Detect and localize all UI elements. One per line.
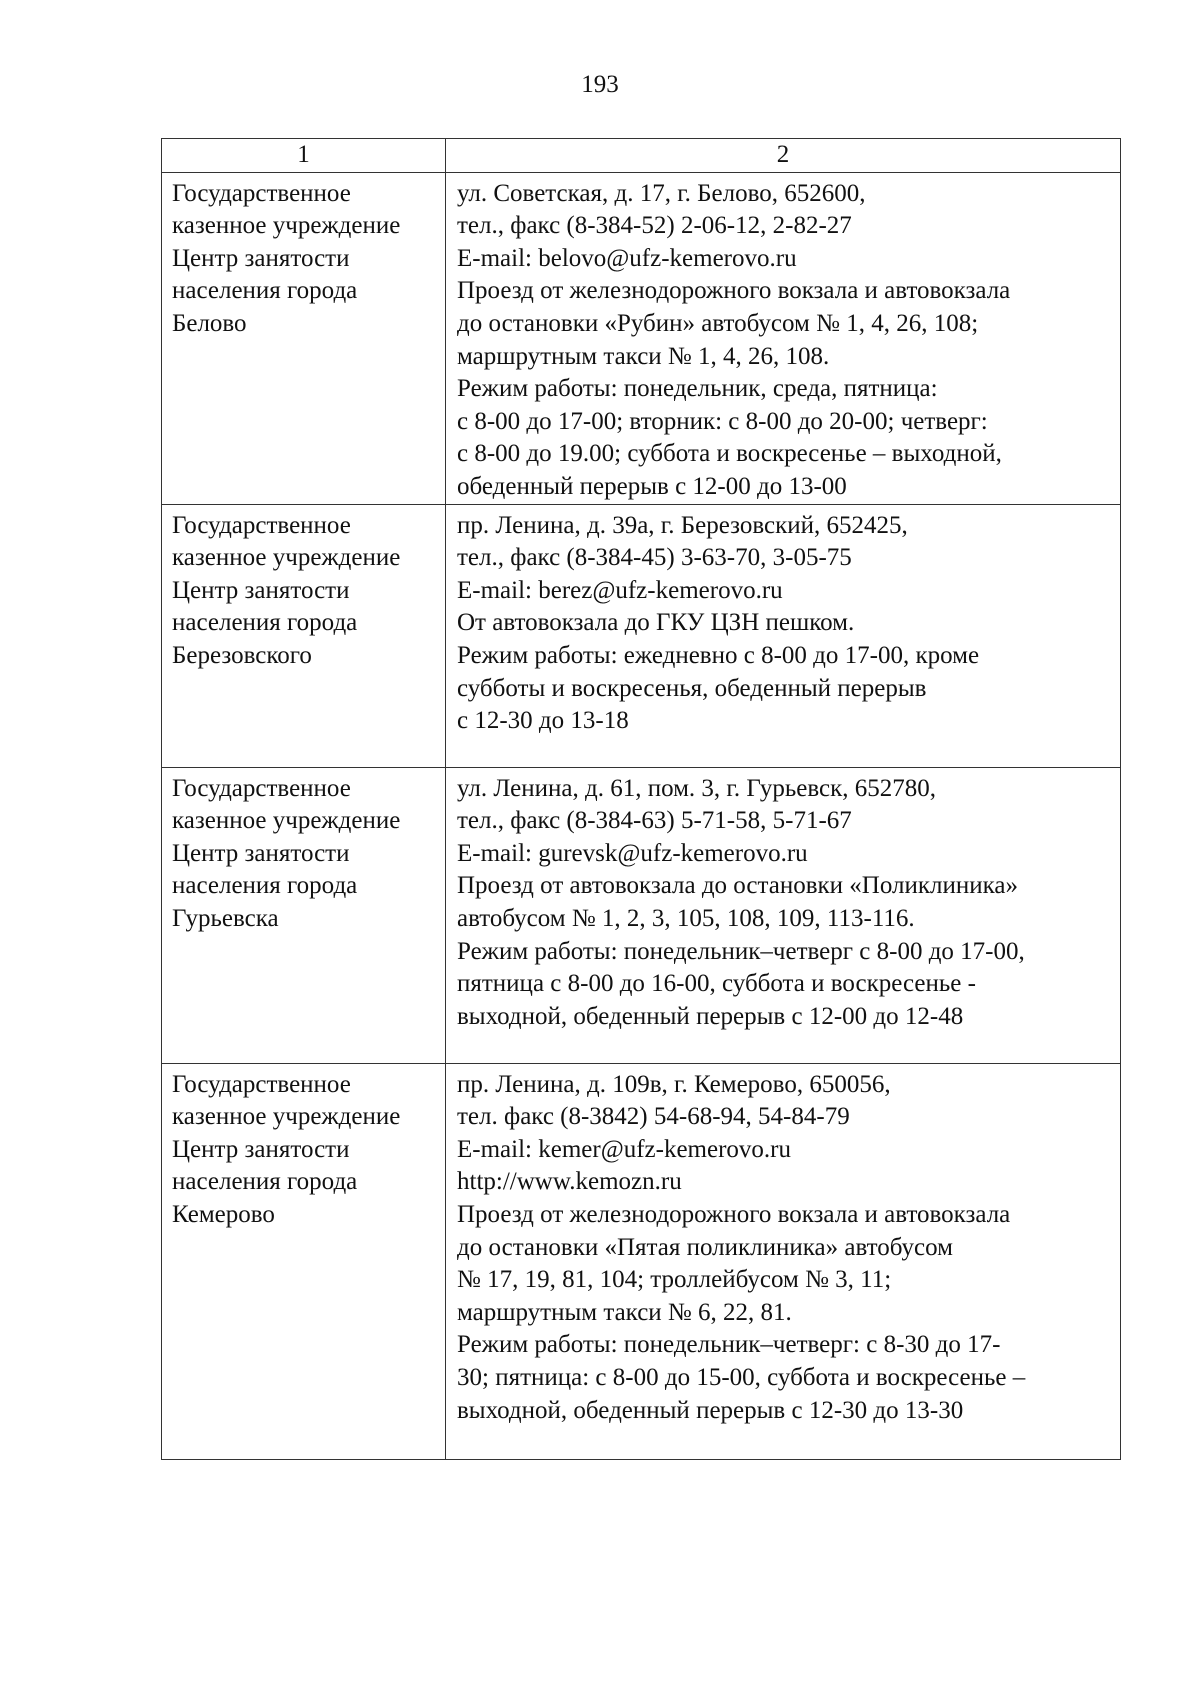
page-number: 193 (581, 71, 619, 98)
website-line: http://www.kemozn.ru (457, 1168, 682, 1196)
directions-line: маршрутным такси № 1, 4, 26, 108. (457, 342, 830, 370)
employment-centers-table (161, 138, 1121, 1460)
contact-info-cell (446, 504, 1121, 767)
text-line: Государственное (172, 774, 351, 802)
organization-name-cell (162, 172, 446, 504)
contact-info-cell (446, 767, 1121, 1063)
directions-line: до остановки «Рубин» автобусом № 1, 4, 26, 108; (457, 309, 979, 337)
contact-info-cell (446, 172, 1121, 504)
text-line: населения города (172, 1168, 358, 1196)
phone-line: тел. факс (8-3842) 54-68-94, 54-84-79 (457, 1103, 850, 1131)
text-line: населения города (172, 609, 358, 637)
email-line: E-mail: gurevsk@ufz-kemerovo.ru (457, 839, 808, 867)
schedule-line: Режим работы: ежедневно с 8-00 до 17-00, кроме (457, 641, 980, 669)
text-line: Центр занятости (172, 576, 350, 604)
text-line: Центр занятости (172, 839, 350, 867)
phone-line: тел., факс (8-384-45) 3-63-70, 3-05-75 (457, 544, 852, 572)
address-line: пр. Ленина, д. 109в, г. Кемерово, 650056, (457, 1070, 891, 1098)
text-line: населения города (172, 872, 358, 900)
text-line: населения города (172, 277, 358, 305)
text-line: Гурьевска (172, 904, 279, 932)
table-row (162, 504, 1121, 767)
address-line: ул. Ленина, д. 61, пом. 3, г. Гурьевск, 652780, (457, 774, 937, 802)
schedule-line: пятница с 8-00 до 16-00, суббота и воскресенье - (457, 970, 976, 998)
address-line: пр. Ленина, д. 39а, г. Березовский, 652425, (457, 511, 908, 539)
directions-line: до остановки «Пятая поликлиника» автобусом (457, 1233, 953, 1261)
directions-line: маршрутным такси № 6, 22, 81. (457, 1298, 792, 1326)
text-line: Государственное (172, 179, 351, 207)
text-line: казенное учреждение (172, 212, 401, 240)
organization-name-cell (162, 767, 446, 1063)
schedule-line: с 12-30 до 13-18 (457, 707, 629, 735)
table-row (162, 1063, 1121, 1459)
directions-line: Проезд от автовокзала до остановки «Поликлиника» (457, 872, 1019, 900)
column-number-2: 2 (446, 139, 1121, 173)
schedule-line: 30; пятница: с 8-00 до 15-00, суббота и воскресенье – (457, 1363, 1026, 1391)
table-header-row (162, 139, 1121, 173)
text-line: Центр занятости (172, 1135, 350, 1163)
text-line: Государственное (172, 1070, 351, 1098)
directions-line: № 17, 19, 81, 104; троллейбусом № 3, 11; (457, 1266, 892, 1294)
email-line: E-mail: berez@ufz-kemerovo.ru (457, 576, 783, 604)
email-line: E-mail: belovo@ufz-kemerovo.ru (457, 244, 797, 272)
email-line: E-mail: kemer@ufz-kemerovo.ru (457, 1135, 791, 1163)
table-row (162, 767, 1121, 1063)
schedule-line: Режим работы: понедельник, среда, пятница: (457, 375, 938, 403)
contact-info-cell (446, 1063, 1121, 1459)
text-line: Центр занятости (172, 244, 350, 272)
schedule-line: обеденный перерыв с 12-00 до 13-00 (457, 472, 847, 500)
phone-line: тел., факс (8-384-52) 2-06-12, 2-82-27 (457, 212, 852, 240)
phone-line: тел., факс (8-384-63) 5-71-58, 5-71-67 (457, 807, 852, 835)
text-line: казенное учреждение (172, 807, 401, 835)
schedule-line: выходной, обеденный перерыв с 12-30 до 13-30 (457, 1396, 964, 1424)
text-line: Березовского (172, 641, 312, 669)
schedule-line: Режим работы: понедельник–четверг: с 8-30 до 17- (457, 1331, 1001, 1359)
directions-line: Проезд от железнодорожного вокзала и автовокзала (457, 1200, 1011, 1228)
schedule-line: выходной, обеденный перерыв с 12-00 до 12-48 (457, 1002, 964, 1030)
schedule-line: с 8-00 до 19.00; суббота и воскресенье – выходной, (457, 440, 1002, 468)
column-number-1: 1 (162, 139, 446, 173)
schedule-line: субботы и воскресенья, обеденный перерыв (457, 674, 927, 702)
directions-line: От автовокзала до ГКУ ЦЗН пешком. (457, 609, 855, 637)
organization-name-cell (162, 504, 446, 767)
table-row (162, 172, 1121, 504)
address-line: ул. Советская, д. 17, г. Белово, 652600, (457, 179, 866, 207)
text-line: Кемерово (172, 1200, 275, 1228)
schedule-line: Режим работы: понедельник–четверг с 8-00 до 17-00, (457, 937, 1025, 965)
text-line: Государственное (172, 511, 351, 539)
directions-line: автобусом № 1, 2, 3, 105, 108, 109, 113-116. (457, 904, 915, 932)
text-line: казенное учреждение (172, 544, 401, 572)
organization-name-cell (162, 1063, 446, 1459)
text-line: казенное учреждение (172, 1103, 401, 1131)
schedule-line: с 8-00 до 17-00; вторник: с 8-00 до 20-00; четверг: (457, 407, 988, 435)
directions-line: Проезд от железнодорожного вокзала и автовокзала (457, 277, 1011, 305)
text-line: Белово (172, 309, 247, 337)
